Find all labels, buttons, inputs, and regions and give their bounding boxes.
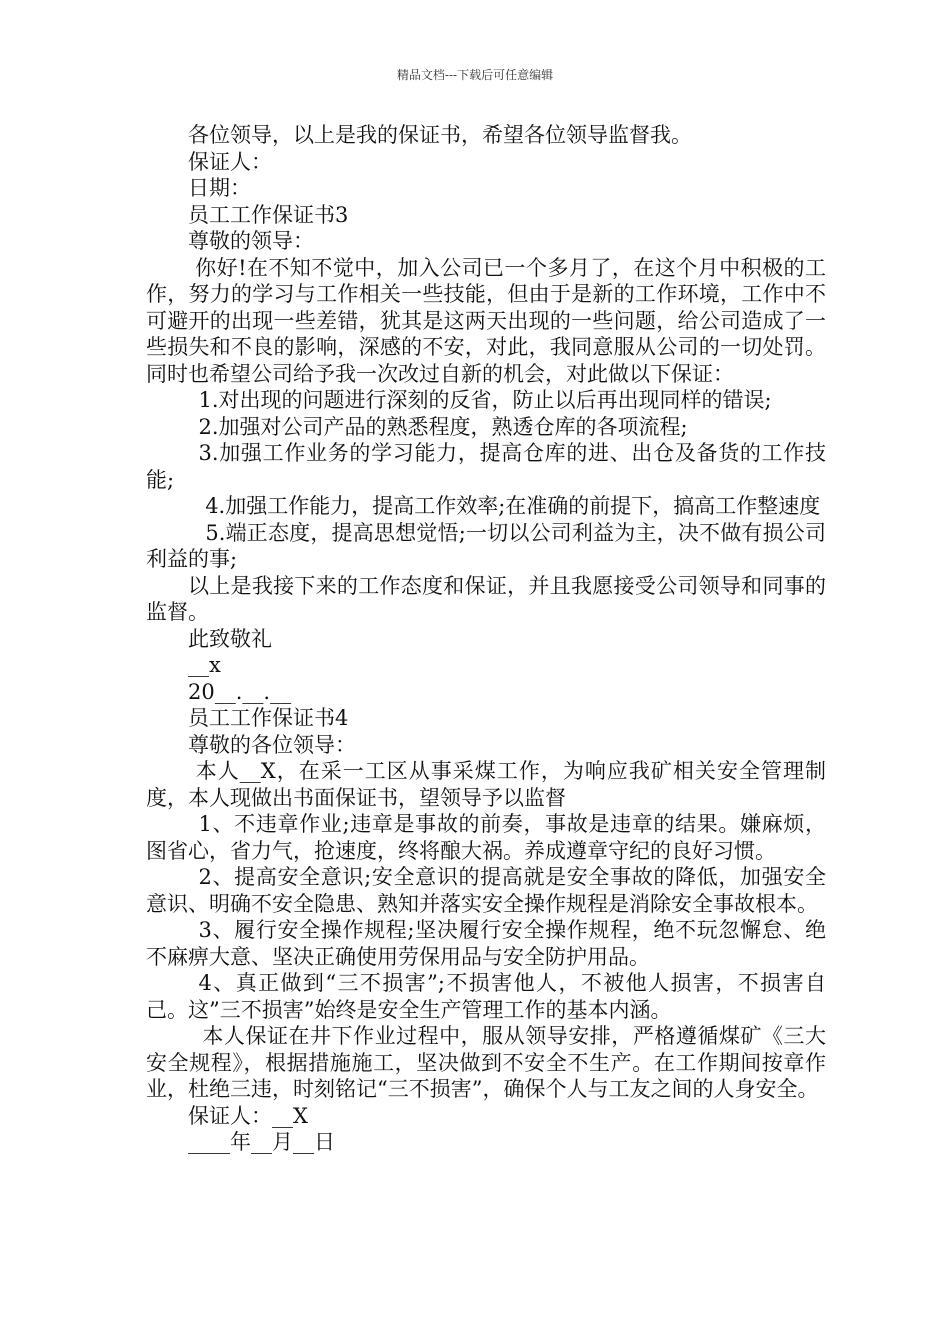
paragraph: 保证人： bbox=[188, 149, 272, 174]
section-title: 员工工作保证书3 bbox=[188, 202, 349, 227]
paragraph: 各位领导，以上是我的保证书，希望各位领导监督我。 bbox=[188, 123, 692, 147]
date-line: ____年__月__日 bbox=[188, 1130, 335, 1154]
date-line: 20__.__.__ bbox=[188, 679, 292, 704]
list-item: 3.加强工作业务的学习能力，提高仓库的进、出仓及备货的工作技能; bbox=[146, 441, 826, 492]
page-header: 精品文档---下载后可任意编辑 bbox=[396, 68, 554, 82]
list-item: 3、履行安全操作规程;坚决履行安全操作规程，绝不玩忽懈怠、绝不麻痹大意、坚决正确使用劳保用品与安全防护用品。 bbox=[146, 918, 826, 969]
list-item: 4.加强工作能力，提高工作效率;在准确的前提下，搞高工作整速度 bbox=[198, 494, 821, 518]
list-item: 5.端正态度，提高思想觉悟;一切以公司利益为主，决不做有损公司利益的事; bbox=[146, 520, 826, 571]
paragraph: 以上是我接下来的工作态度和保证，并且我愿接受公司领导和同事的监督。 bbox=[146, 573, 826, 624]
document-body bbox=[146, 122, 826, 1156]
closing: 此致敬礼 bbox=[188, 626, 272, 651]
list-item: 2.加强对公司产品的熟悉程度，熟透仓库的各项流程; bbox=[198, 414, 688, 439]
list-item: 4、真正做到“三不损害”;不损害他人，不被他人损害，不损害自己。这”三不损害”始终是安全生产管理工作的基本内涵。 bbox=[146, 971, 826, 1022]
signature-line: __x bbox=[188, 653, 221, 677]
paragraph: 你好!在不知不觉中，加入公司已一个多月了，在这个月中积极的工作，努力的学习与工作相关一些技能，但由于是新的工作环境，工作中不可避开的出现一些差错，犹其是这两天出现的一些问题，给公司造成了一些损失和不良的影响，深感的不安，对此，我同意服从公司的一切处罚。同时也希望公司给予我一次改过自新的机会，对此做以下保证： bbox=[146, 255, 826, 386]
list-item: 1、不违章作业;违章是事故的前奏，事故是违章的结果。嫌麻烦，图省心，省力气，抢速度，终将酿大祸。养成遵章守纪的良好习惯。 bbox=[146, 812, 826, 863]
list-item: 2、提高安全意识;安全意识的提高就是安全事故的降低，加强安全意识、明确不安全隐患、熟知并落实安全操作规程是消除安全事故根本。 bbox=[146, 865, 826, 916]
list-item: 1.对出现的问题进行深刻的反省，防止以后再出现同样的错误; bbox=[198, 388, 772, 412]
section-title: 员工工作保证书4 bbox=[188, 706, 349, 730]
paragraph: 日期： bbox=[188, 176, 251, 200]
paragraph: 本人保证在井下作业过程中，服从领导安排，严格遵循煤矿《三大安全规程》，根据措施施工，坚决做到不安全不生产。在工作期间按章作业，杜绝三违，时刻铭记“三不损害”，确保个人与工友之间的人身安全。 bbox=[146, 1024, 827, 1101]
salutation: 尊敬的各位领导： bbox=[188, 732, 356, 757]
salutation: 尊敬的领导： bbox=[188, 229, 314, 253]
signature-line: 保证人：__X bbox=[188, 1103, 308, 1128]
paragraph: 本人__X，在采一工区从事采煤工作，为响应我矿相关安全管理制度，本人现做出书面保证书，望领导予以监督 bbox=[146, 759, 826, 810]
